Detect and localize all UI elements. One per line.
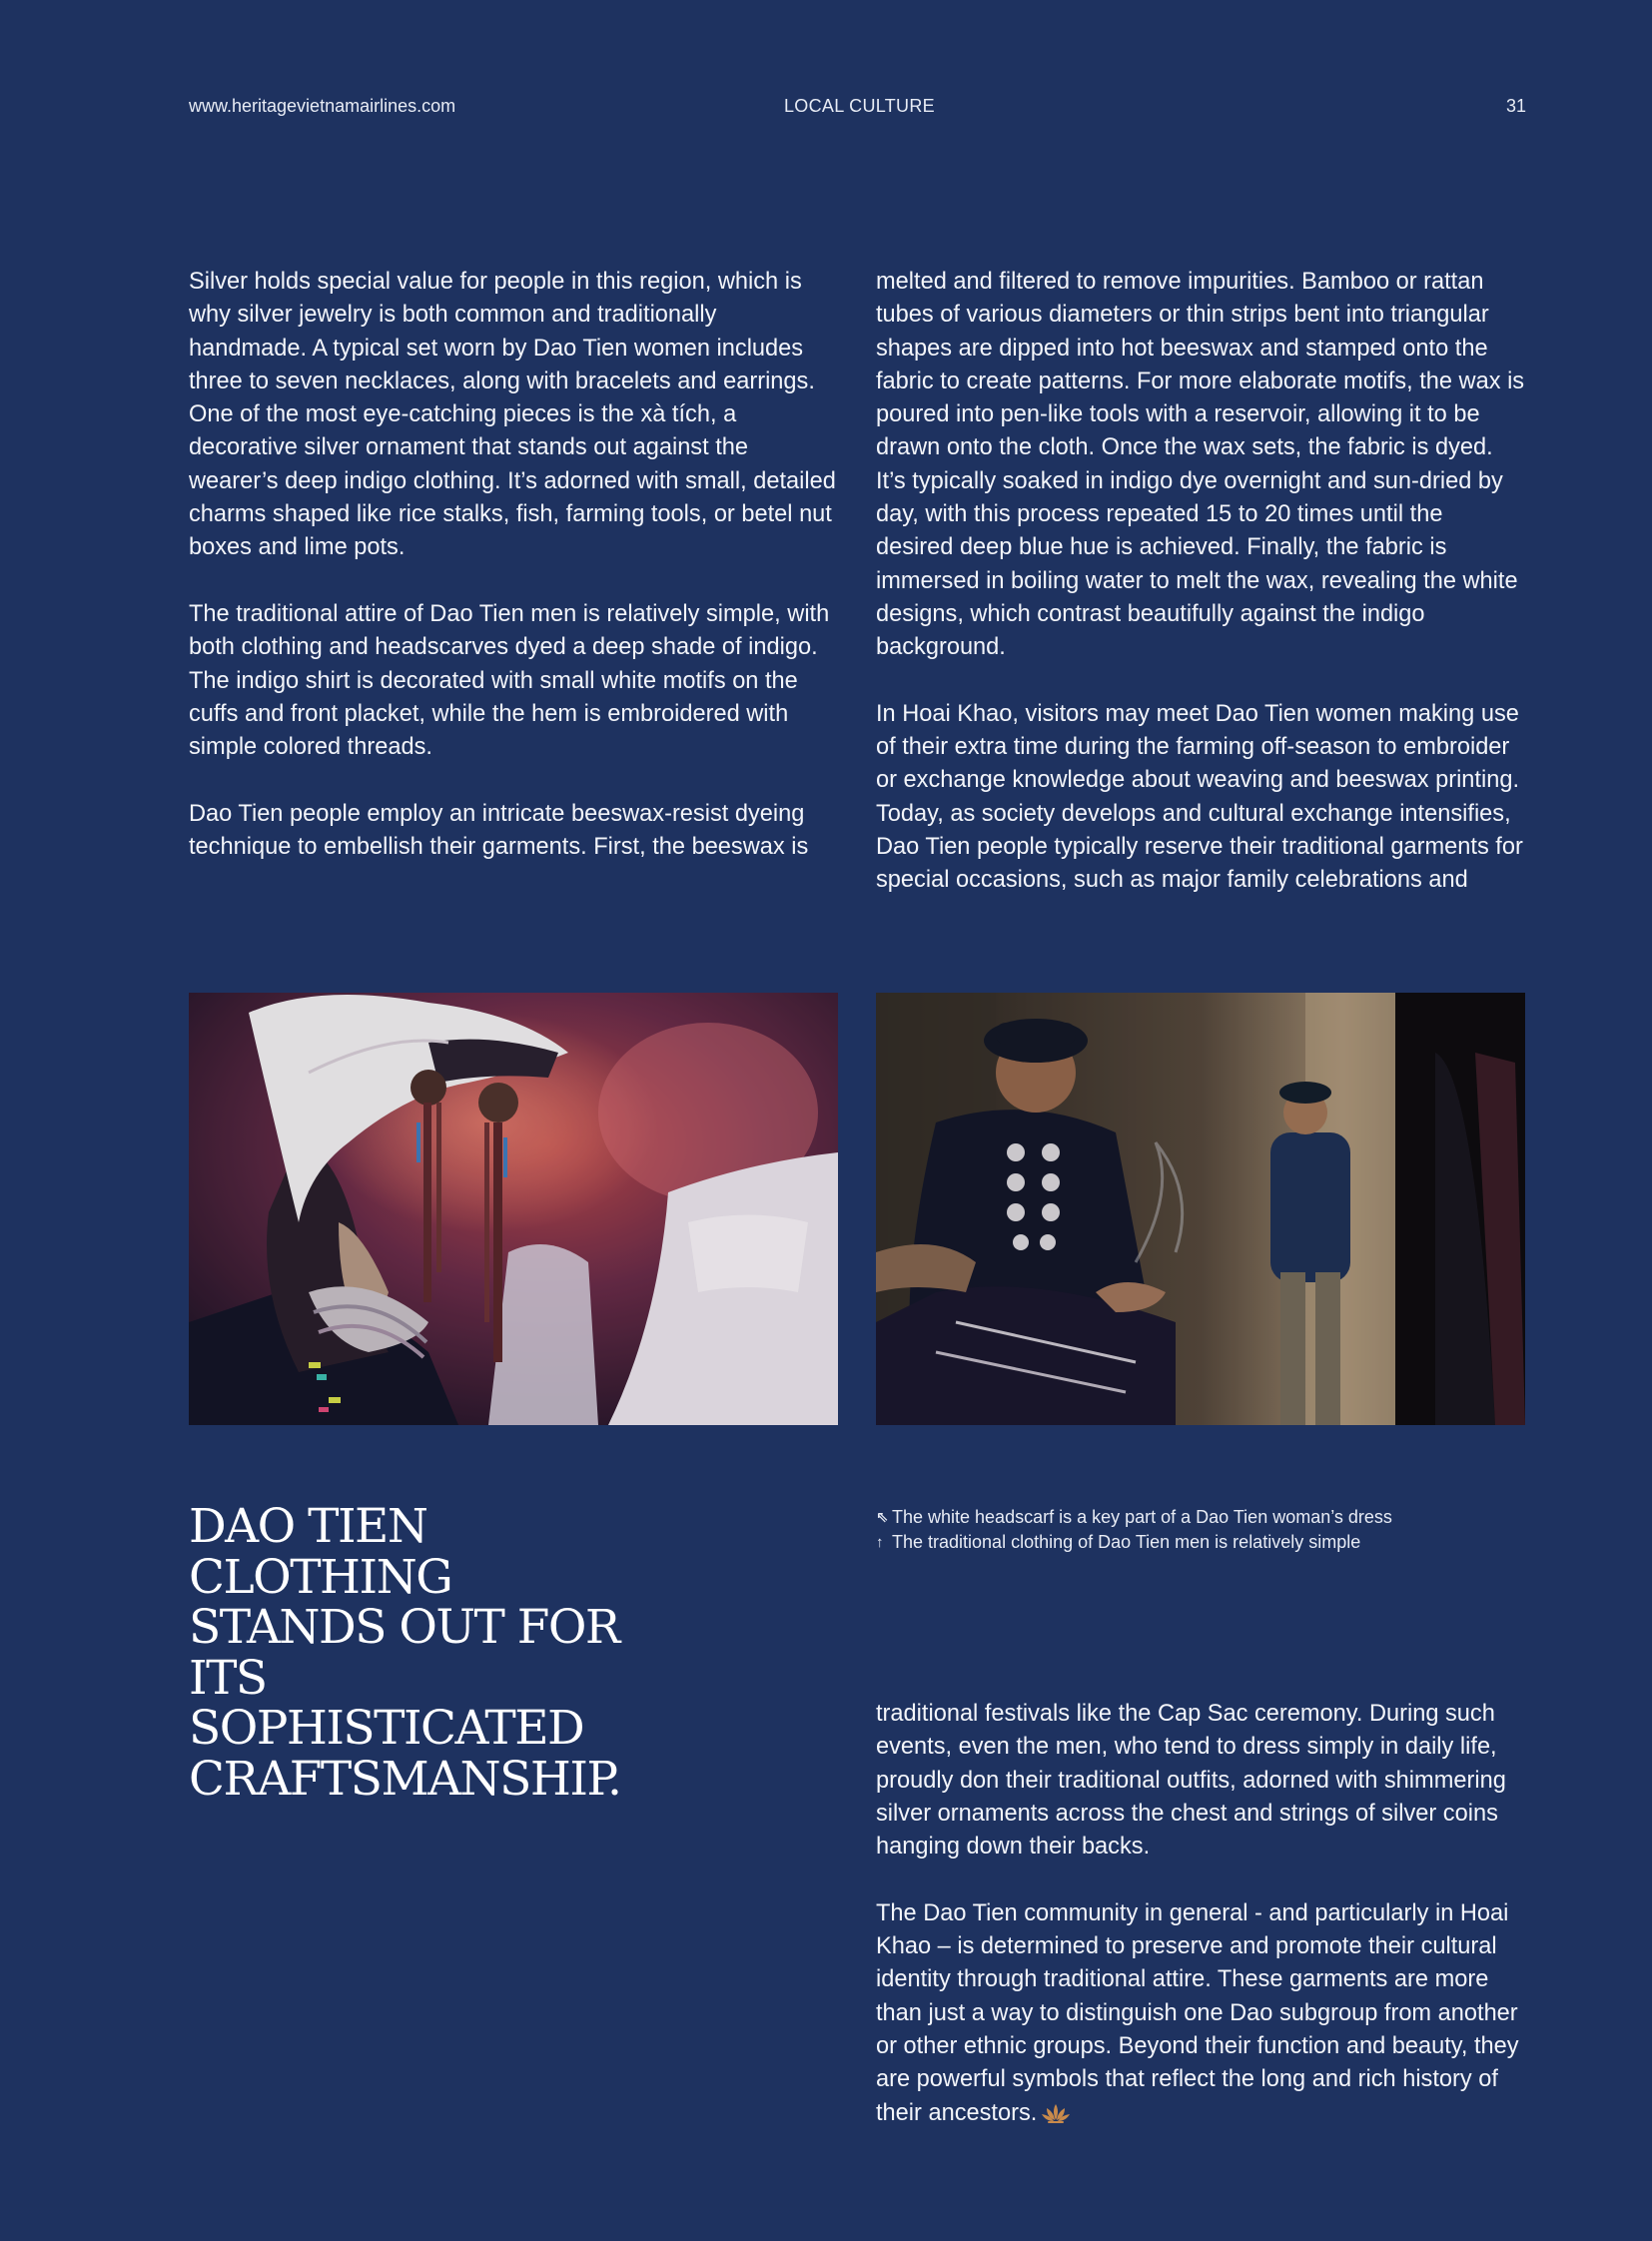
paragraph-community-wrap [876, 1897, 1525, 2134]
photo-man-illustration [876, 993, 1525, 1425]
paragraph-silver-jewelry: Silver holds special value for people in this region, which is why silver jewelry is both common and traditionally handmade. A typical set worn by Dao Tien women includes three to seven necklaces, along with bracelets and earrings. One of the most eye-catching pieces is the xà tích, a decorative silver ornament that stands out against the wearer’s deep indigo clothing. It’s adorned with small, detailed charms shaped like rice stalks, fish, farming tools, or betel nut boxes and lime pots. [189, 269, 836, 561]
paragraph-festivals: traditional festivals like the Cap Sac ceremony. During such events, even the men, who tend to dress simply in daily life, proudly don their traditional outfits, adorned with shimmering silver ornaments across the chest and strings of silver coins hanging down their backs. [876, 1701, 1506, 1861]
page-header [189, 96, 1526, 120]
pull-quote: DAO TIEN CLOTHING STANDS OUT FOR ITS SOPHISTICATED CRAFTSMANSHIP. [189, 1499, 621, 1807]
caption-woman-text: The white headscarf is a key part of a Dao Tien woman’s dress [892, 1507, 1392, 1527]
left-column-top [189, 266, 838, 864]
arrow-up-icon: ↑ [876, 1534, 884, 1551]
right-column-top [876, 266, 1525, 898]
lotus-icon [1041, 2101, 1071, 2134]
caption-man [876, 1530, 1525, 1555]
website-url[interactable]: www.heritagevietnamairlines.com [189, 96, 456, 116]
paragraph-men-attire: The traditional attire of Dao Tien men is relatively simple, with both clothing and headscarves dyed a deep shade of indigo. The indigo shirt is decorated with small white motifs on the cuffs and front placket, while the hem is embroidered with simple colored threads. [189, 600, 830, 761]
paragraph-beeswax-process: melted and filtered to remove impurities. Bamboo or rattan tubes of various diameters or thin strips bent into triangular shapes are dipped into hot beeswax and stamped onto the fabric to create patterns. For more elaborate motifs, the wax is poured into pen-like tools with a reservoir, allowing it to be drawn onto the cloth. Once the wax sets, the fabric is dyed. It’s typically soaked in indigo dye overnight and sun-dried by day, with this process repeated 15 to 20 times until the desired deep blue hue is achieved. Finally, the fabric is immersed in boiling water to melt the wax, revealing the white designs, which contrast beautifully against the indigo background. [876, 269, 1525, 661]
right-column-bottom [876, 1698, 1525, 2134]
caption-woman [876, 1505, 1525, 1530]
page-number: 31 [1505, 96, 1526, 116]
photo-dao-tien-man [876, 993, 1525, 1425]
caption-man-text: The traditional clothing of Dao Tien men is relatively simple [892, 1532, 1361, 1552]
paragraph-hoai-khao: In Hoai Khao, visitors may meet Dao Tien women making use of their extra time during the farming off-season to embroider or exchange knowledge about weaving and beeswax printing. Today, as society develops and cultural exchange intensifies, Dao Tien people typically reserve their traditional garments for special occasions, such as major family celebrations and [876, 700, 1523, 894]
photo-dao-tien-woman [189, 993, 838, 1425]
photo-captions [876, 1505, 1525, 1555]
paragraph-community: The Dao Tien community in general - and particularly in Hoai Khao – is determined to preserve and promote their cultural identity through traditional attire. These garments are more than just a way to distinguish one Dao subgroup from another or other ethnic groups. Beyond their function and beauty, they are powerful symbols that reflect the long and rich history of their ancestors. [876, 1899, 1519, 2126]
photo-woman-illustration [189, 993, 838, 1425]
paragraph-beeswax-intro: Dao Tien people employ an intricate beeswax-resist dyeing technique to embellish their garments. First, the beeswax is [189, 800, 809, 861]
section-title: LOCAL CULTURE [784, 96, 935, 116]
arrow-up-left-icon: ⇖ [876, 1509, 889, 1526]
